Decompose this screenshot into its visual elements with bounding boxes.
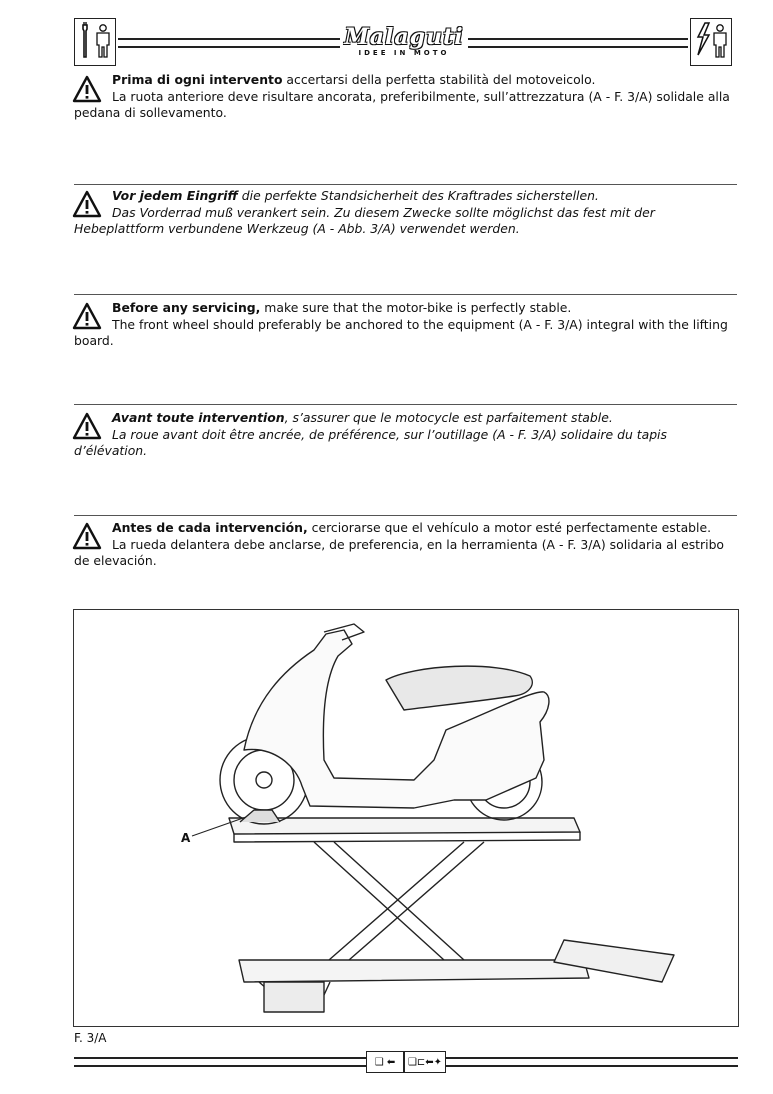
section-divider: [74, 294, 737, 295]
footer-rule-left: [74, 1057, 366, 1067]
section-divider: [74, 404, 737, 405]
footer-rule-right: [444, 1057, 738, 1067]
figure-frame: [73, 609, 739, 1027]
section-body: Das Vorderrad muß verankert sein. Zu diesem Zwecke sollte möglichst das fest mit der Hebeplattform verbundene Werkzeug (A - Abb. 3/A) verwendet werden.: [74, 204, 655, 237]
electrician-bolt-icon: [690, 18, 732, 66]
brand-logo: [340, 26, 468, 62]
section-english: [74, 300, 740, 350]
section-body: La roue avant doit être ancrée, de préférence, sur l’outillage (A - F. 3/A) solidaire du tapis d’élévation.: [74, 426, 667, 459]
section-body: The front wheel should preferably be anchored to the equipment (A - F. 3/A) integral with the lifting board.: [74, 316, 728, 349]
section-text: , s’assurer que le motocycle est parfaitement stable.: [284, 410, 613, 425]
section-divider: [74, 184, 737, 185]
section-german: [74, 188, 740, 238]
section-text: cerciorarse que el vehículo a motor esté perfectamente estable.: [307, 520, 712, 535]
brand-tagline: IDEE IN MOTO: [358, 49, 450, 57]
callout-label: A: [181, 831, 191, 845]
section-text: make sure that the motor-bike is perfectly stable.: [260, 300, 572, 315]
scooter-on-lift-illustration: [74, 610, 738, 1026]
section-title: Before any servicing,: [112, 300, 261, 315]
mechanic-wrench-icon: [74, 18, 116, 66]
brand-name: Malaguti: [344, 24, 464, 50]
section-text: accertarsi della perfetta stabilità del motoveicolo.: [282, 72, 596, 87]
section-title: Prima di ogni intervento: [112, 72, 283, 87]
section-divider: [74, 515, 737, 516]
section-text: die perfekte Standsicherheit des Kraftrades sicherstellen.: [237, 188, 599, 203]
header-rule-left: [118, 38, 340, 48]
figure-caption: F. 3/A: [74, 1031, 107, 1045]
section-italian: [74, 72, 740, 122]
section-title: Vor jedem Eingriff: [112, 188, 238, 203]
section-spanish: [74, 520, 740, 570]
section-body: La ruota anteriore deve risultare ancorata, preferibilmente, sull’attrezzatura (A - F. 3/A) solidale alla pedana di sollevamento.: [74, 88, 730, 121]
footer-symbol-right: ❑⊏⬅✦: [404, 1051, 446, 1073]
footer-symbol-left: ❑ ⬅: [366, 1051, 404, 1073]
section-body: La rueda delantera debe anclarse, de preferencia, en la herramienta (A - F. 3/A) solidaria al estribo de elevación.: [74, 536, 725, 569]
section-title: Antes de cada intervención,: [112, 520, 308, 535]
header-rule-right: [468, 38, 688, 48]
section-french: [74, 410, 740, 460]
section-title: Avant toute intervention: [112, 410, 285, 425]
